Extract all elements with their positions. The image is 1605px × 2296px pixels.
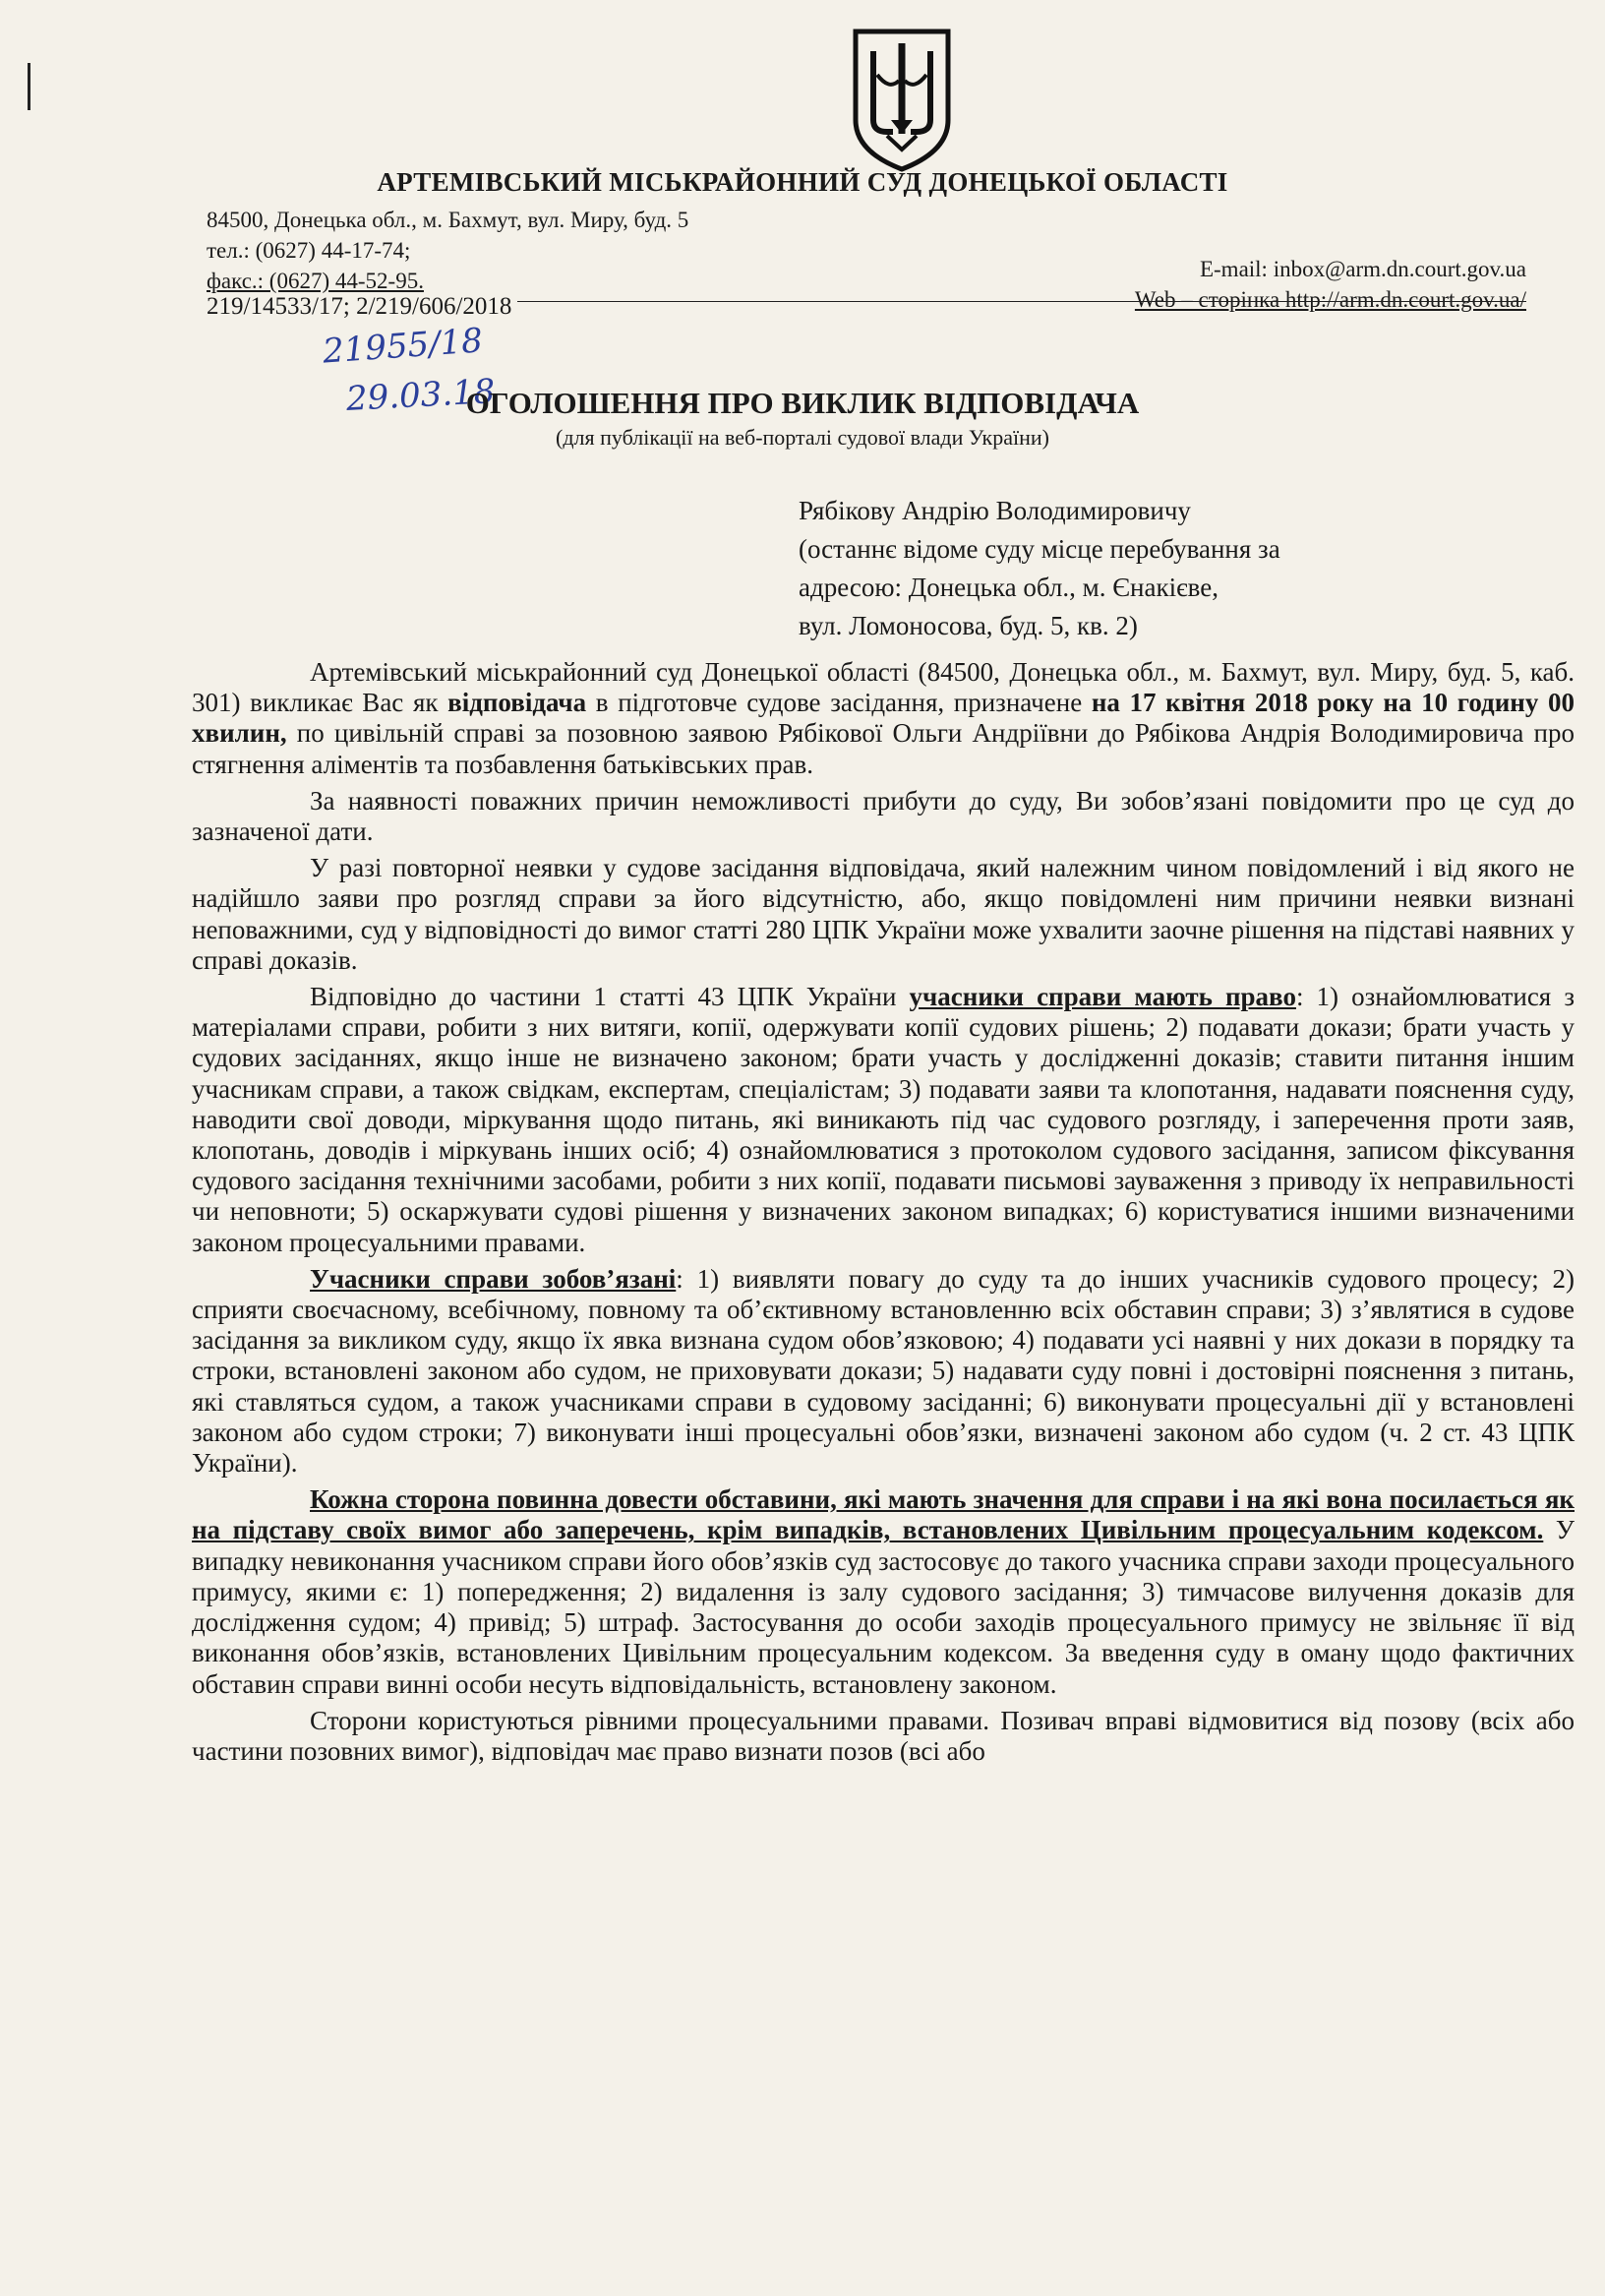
court-phone: тел.: (0627) 44-17-74; (207, 238, 411, 263)
court-online-contacts (1135, 254, 1526, 315)
court-address: 84500, Донецька обл., м. Бахмут, вул. Миру, буд. 5 (207, 208, 689, 232)
text-run: : 1) ознайомлюватися з матеріалами справи, робити з них витяги, копії, одержувати копії судових рішень; 2) подавати докази; брати участь у судових засіданнях, якщо інше не визначено законом; брати участь у дослідженні доказів; ставити питання іншим учасникам справи, а також свідкам, експертам, спеціалістам; 3) подавати заяви та клопотання, надавати пояснення суду, наводити свої доводи, міркування щодо питань, які виникають під час судового розгляду, і заперечення проти заяв, клопотань, доводів і міркувань інших осіб; 4) ознайомлюватися з протоколом судового засідання, записом фіксування судового засідання технічними засобами, робити з них копії, подавати письмові зауваження з приводу їх неправильності чи неповноти; 5) оскаржувати судові рішення у визначених законом випадках; 6) користуватися іншими визначеними законом процесуальними правами. (192, 982, 1575, 1257)
text-run: Артемівський міськрайонний суд Донецької області (84500, Донецька обл., м. Бахмут, вул. Миру, буд. 5, каб. 301) викликає Вас як (192, 657, 1575, 718)
text-run-underlined: учасники справи мають право (909, 982, 1296, 1012)
case-numbers: 219/14533/17; 2/219/606/2018 (207, 293, 517, 321)
court-fax: факс.: (0627) 44-52-95. (207, 269, 424, 293)
paragraph-equal-rights: Сторони користуються рівними процесуальними правами. Позивач вправі відмовитися від позову (всіх або частини позовних вимог), відповідач має право визнати позов (всі або (192, 1705, 1575, 1766)
addressee-block (799, 492, 1280, 645)
paragraph-burden-of-proof (192, 1484, 1575, 1699)
addressee-address-line: адресою: Донецька обл., м. Єнакієве, (799, 573, 1219, 602)
document-title: ОГОЛОШЕННЯ ПРО ВИКЛИК ВІДПОВІДАЧА (465, 386, 1140, 420)
court-website: Web – сторінка http://arm.dn.court.gov.ua/ (1134, 287, 1526, 312)
addressee-name: Рябікову Андрію Володимировичу (799, 496, 1191, 525)
text-run-underlined: Кожна сторона повинна довести обставини, які мають значення для справи і на які вона посилається як на підставу своїх вимог або заперечень, крім випадків, встановлених Цивільним процесуальним кодексом. (192, 1484, 1575, 1545)
handwritten-registration-date: 29.03.18 (345, 372, 497, 419)
court-email: E-mail: inbox@arm.dn.court.gov.ua (1199, 257, 1526, 281)
paragraph-participant-duties (192, 1264, 1575, 1479)
court-contacts (207, 205, 688, 296)
court-name: АРТЕМІВСЬКИЙ МІСЬКРАЙОННИЙ СУД ДОНЕЦЬКОЇ ОБЛАСТІ (377, 167, 1228, 197)
addressee-address-line: (останнє відоме суду місце перебування за (799, 534, 1280, 564)
text-run: У випадку невиконання учасником справи його обов’язків суд застосовує до такого учасника справи заходи процесуального примусу, якими є: 1) попередження; 2) видалення із залу судового засідання; 3) тимчасове вилучення доказів для дослідження судом; 4) привід; 5) штраф. Застосування до особи заходів процесуального примусу не звільняє її від виконання обов’язків, встановлених Цивільним процесуальним кодексом. За введення суду в оману щодо фактичних обставин справи винні особи несуть відповідальність, встановлену законом. (192, 1515, 1575, 1699)
paragraph-default-judgment: У разі повторної неявки у судове засідання відповідача, який належним чином повідомлений і від якого не надійшло заяви про розгляд справи за його відсутністю, або, якщо повідомлені ним причини неявки визнані неповажними, суд у відповідності до вимог статті 280 ЦПК України може ухвалити заочне рішення на підставі наявних у справі доказів. (192, 853, 1575, 975)
hearing-datetime: на 17 квітня 2018 року на 10 годину 00 хвилин, (192, 688, 1575, 749)
notice-body (192, 657, 1575, 1773)
margin-mark (28, 63, 30, 110)
coat-of-arms-icon (848, 26, 956, 173)
document-subtitle: (для публікації на веб-порталі судової влади України) (556, 425, 1049, 450)
text-run-underlined: Учасники справи зобов’язані (310, 1263, 677, 1294)
paragraph-absence-notice: За наявності поважних причин неможливості прибути до суду, Ви зобов’язані повідомити про це суд до зазначеної дати. (192, 785, 1575, 847)
addressee-address-line: вул. Ломоносова, буд. 5, кв. 2) (799, 611, 1138, 640)
handwritten-registration-number: 21955/18 (321, 321, 485, 372)
text-run: : 1) виявляти повагу до суду та до інших учасників судового процесу; 2) сприяти своєчасному, всебічному, повному та об’єктивному встановленню всіх обставин справи; 3) з’являтися в судове засідання за викликом суду, якщо їх явка визнана судом обов’язковою; 4) подавати усі наявні у них докази в порядку та строки, встановлені законом або судом, не приховувати докази; 5) надавати суду повні і достовірні пояснення з питань, які ставляться судом, а також учасниками справи в судовому засіданні; 6) виконувати процесуальні дії у встановлені законом або судом строки; 7) виконувати інші процесуальні обов’язки, визначені законом або судом (ч. 2 ст. 43 ЦПК України). (192, 1263, 1575, 1479)
paragraph-summons (192, 657, 1575, 780)
text-run: в підготовче судове засідання, призначене (586, 688, 1092, 718)
text-run: Відповідно до частини 1 статті 43 ЦПК України (310, 982, 910, 1012)
text-run: по цивільній справі за позовною заявою Рябікової Ольги Андріївни до Рябікова Андрія Володимировича про стягнення аліментів та позбавлення батьківських прав. (192, 718, 1575, 779)
paragraph-participant-rights (192, 982, 1575, 1258)
text-run-bold: відповідача (447, 688, 587, 718)
